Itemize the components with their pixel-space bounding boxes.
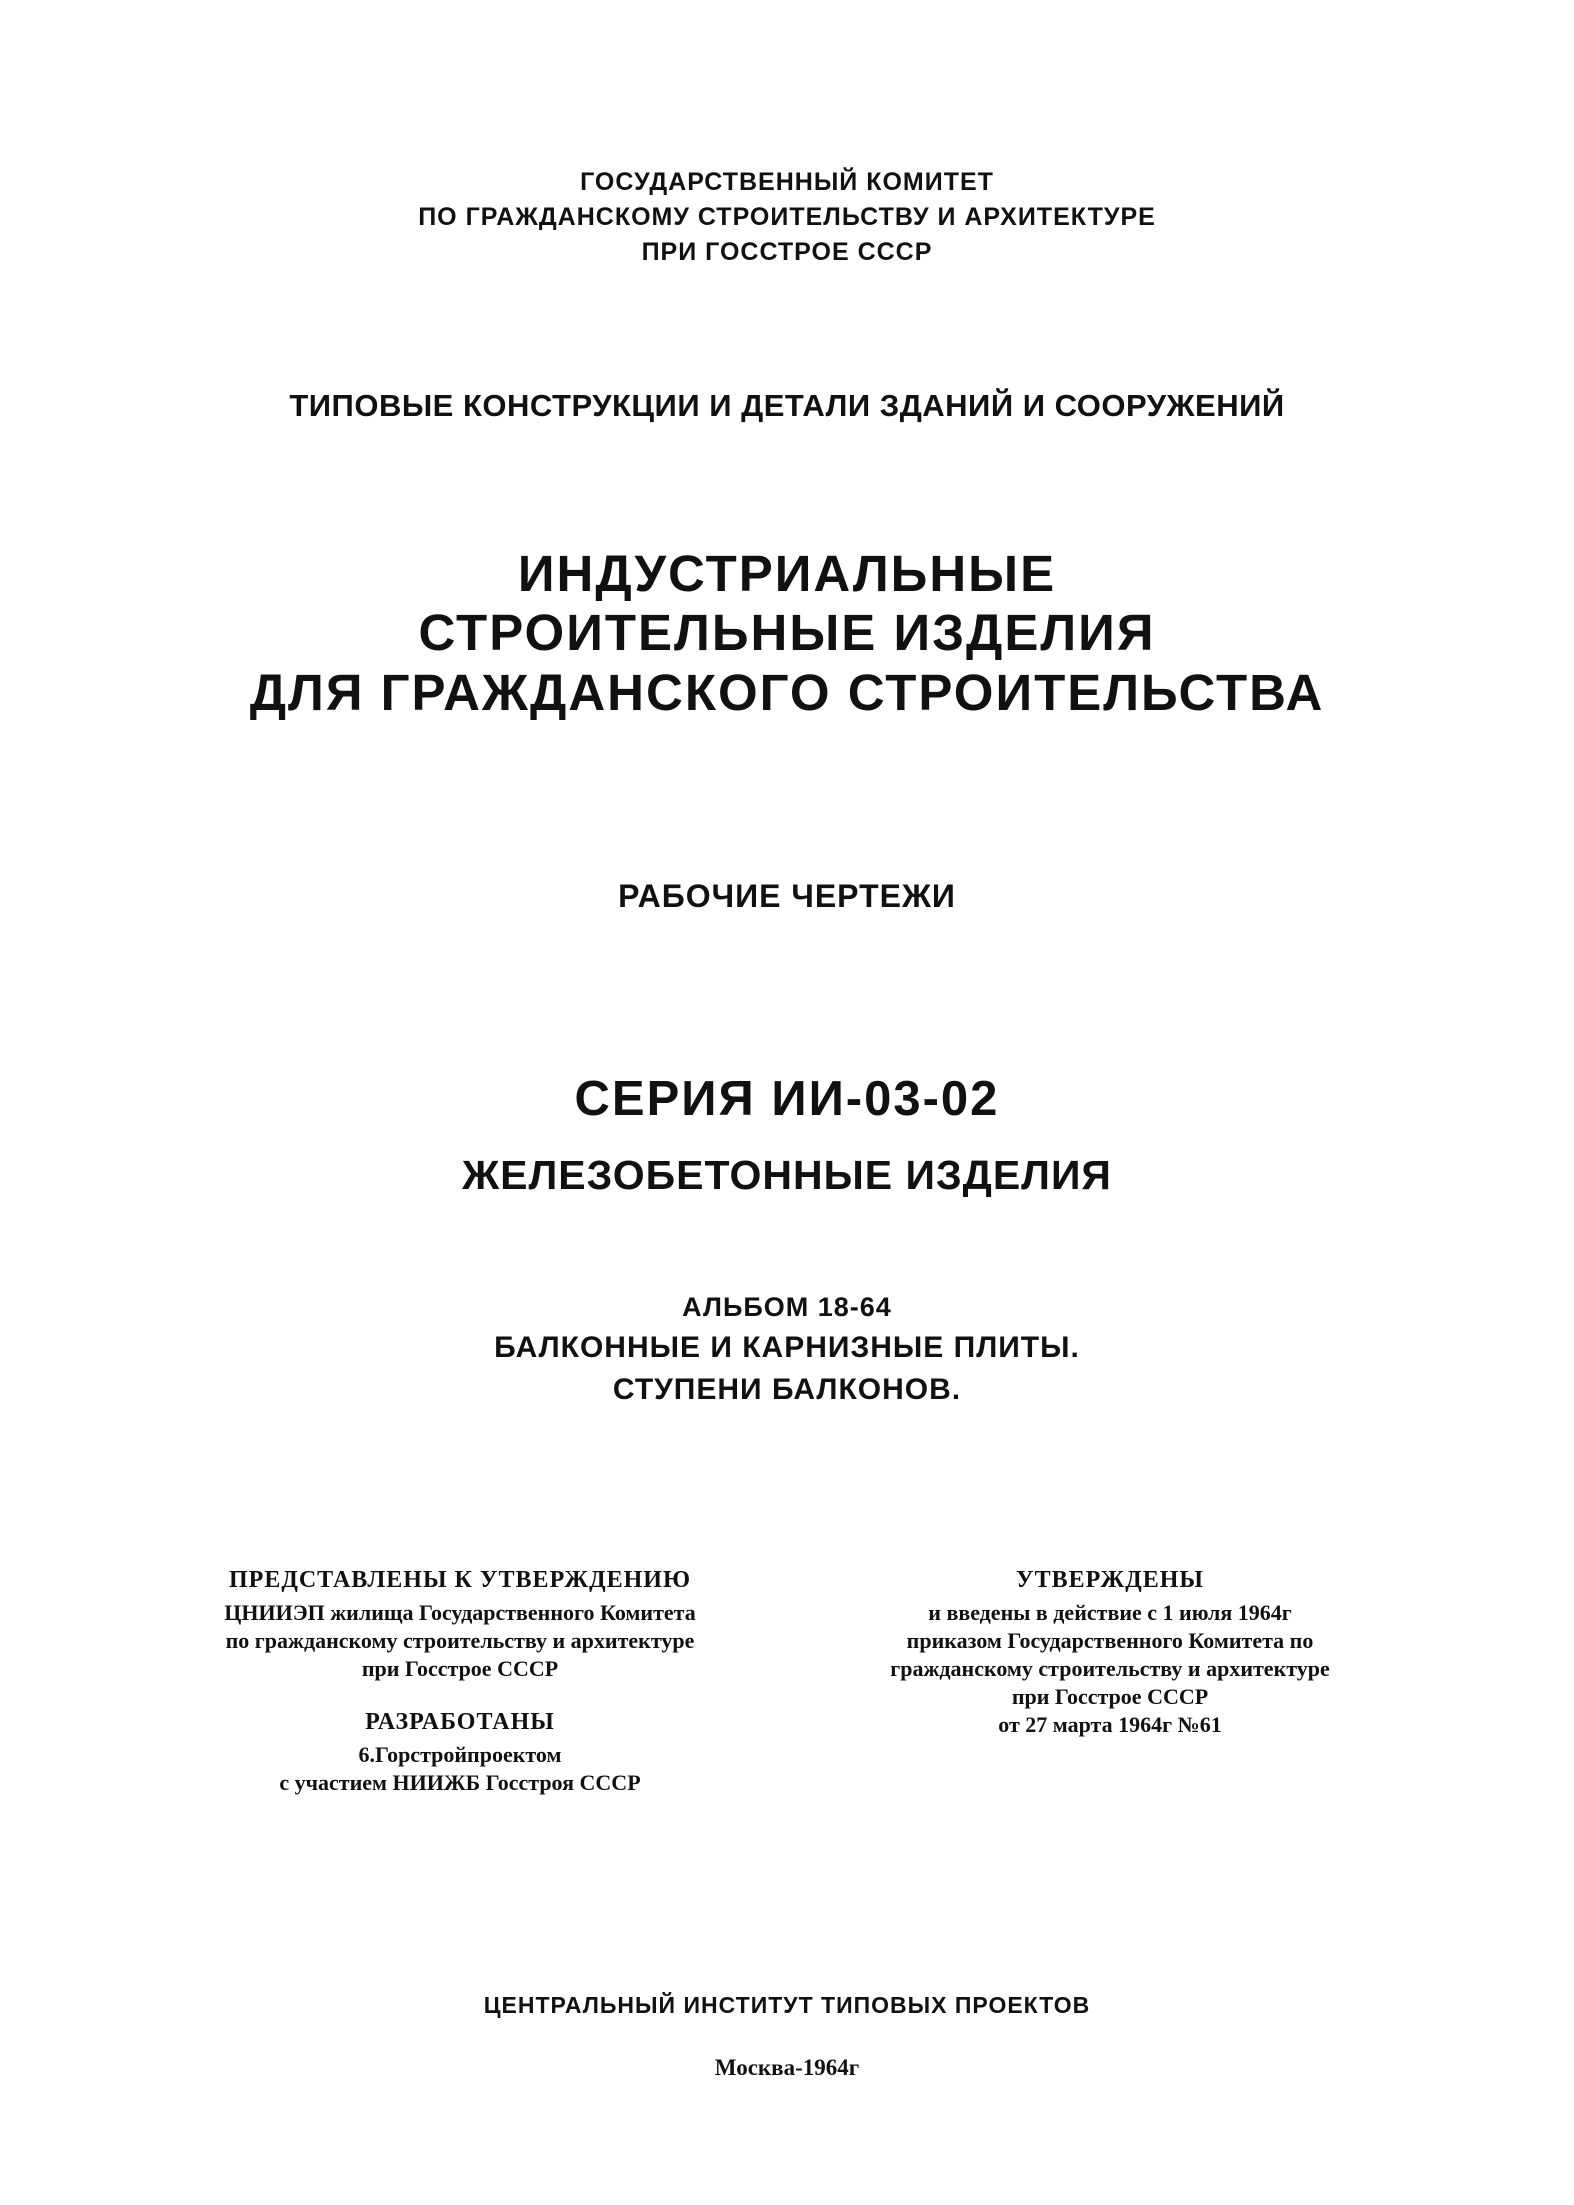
committee-line-3: ПРИ ГОССТРОЕ СССР <box>641 238 933 266</box>
committee-line-2: ПО ГРАЖДАНСКОМУ СТРОИТЕЛЬСТВУ И АРХИТЕКТУРЕ <box>418 203 1156 231</box>
approved-line: при Госстрое СССР <box>1011 1684 1209 1709</box>
album-title-line-2: СТУПЕНИ БАЛКОНОВ. <box>612 1373 962 1406</box>
approved-line: и введены в действие с 1 июля 1964г <box>928 1600 1292 1625</box>
approved-line: гражданскому строительству и архитектуре <box>890 1656 1330 1681</box>
title-line-2: СТРОИТЕЛЬНЫЕ ИЗДЕЛИЯ <box>418 604 1156 661</box>
series-code: СЕРИЯ ИИ-03-02 <box>574 1072 1000 1126</box>
submitted-line: по гражданскому строительству и архитектуре <box>225 1628 695 1653</box>
publisher-institute: ЦЕНТРАЛЬНЫЙ ИНСТИТУТ ТИПОВЫХ ПРОЕКТОВ <box>483 1992 1091 2018</box>
developed-heading: РАЗРАБОТАНЫ <box>365 1709 555 1735</box>
submitted-line: при Госстрое СССР <box>361 1656 559 1681</box>
approved-line: приказом Государственного Комитета по <box>906 1628 1314 1653</box>
doc-type: РАБОЧИЕ ЧЕРТЕЖИ <box>618 878 956 914</box>
developed-line: 6.Горстройпроектом <box>358 1742 562 1767</box>
submitted-heading: ПРЕДСТАВЛЕНЫ К УТВЕРЖДЕНИЮ <box>228 1567 691 1593</box>
approved-line: от 27 марта 1964г №61 <box>998 1712 1222 1737</box>
developed-line: с участием НИИЖБ Госстроя СССР <box>279 1770 641 1795</box>
album-title-line-1: БАЛКОННЫЕ И КАРНИЗНЫЕ ПЛИТЫ. <box>494 1331 1080 1364</box>
series-name: ЖЕЛЕЗОБЕТОННЫЕ ИЗДЕЛИЯ <box>462 1152 1112 1198</box>
album-number: АЛЬБОМ 18-64 <box>682 1292 892 1322</box>
approved-block <box>830 1568 1390 1736</box>
title-line-3: ДЛЯ ГРАЖДАНСКОГО СТРОИТЕЛЬСТВА <box>249 664 1325 721</box>
publication-place-year: Москва-1964г <box>714 2055 860 2080</box>
committee-line-1: ГОСУДАРСТВЕННЫЙ КОМИТЕТ <box>580 168 994 196</box>
approved-heading: УТВЕРЖДЕНЫ <box>1016 1567 1204 1593</box>
category-heading: ТИПОВЫЕ КОНСТРУКЦИИ И ДЕТАЛИ ЗДАНИЙ И СООРУЖЕНИЙ <box>289 388 1285 423</box>
submitted-line: ЦНИИЭП жилища Государственного Комитета <box>224 1600 696 1625</box>
submitted-block <box>180 1568 740 1794</box>
title-line-1: ИНДУСТРИАЛЬНЫЕ <box>517 545 1057 602</box>
